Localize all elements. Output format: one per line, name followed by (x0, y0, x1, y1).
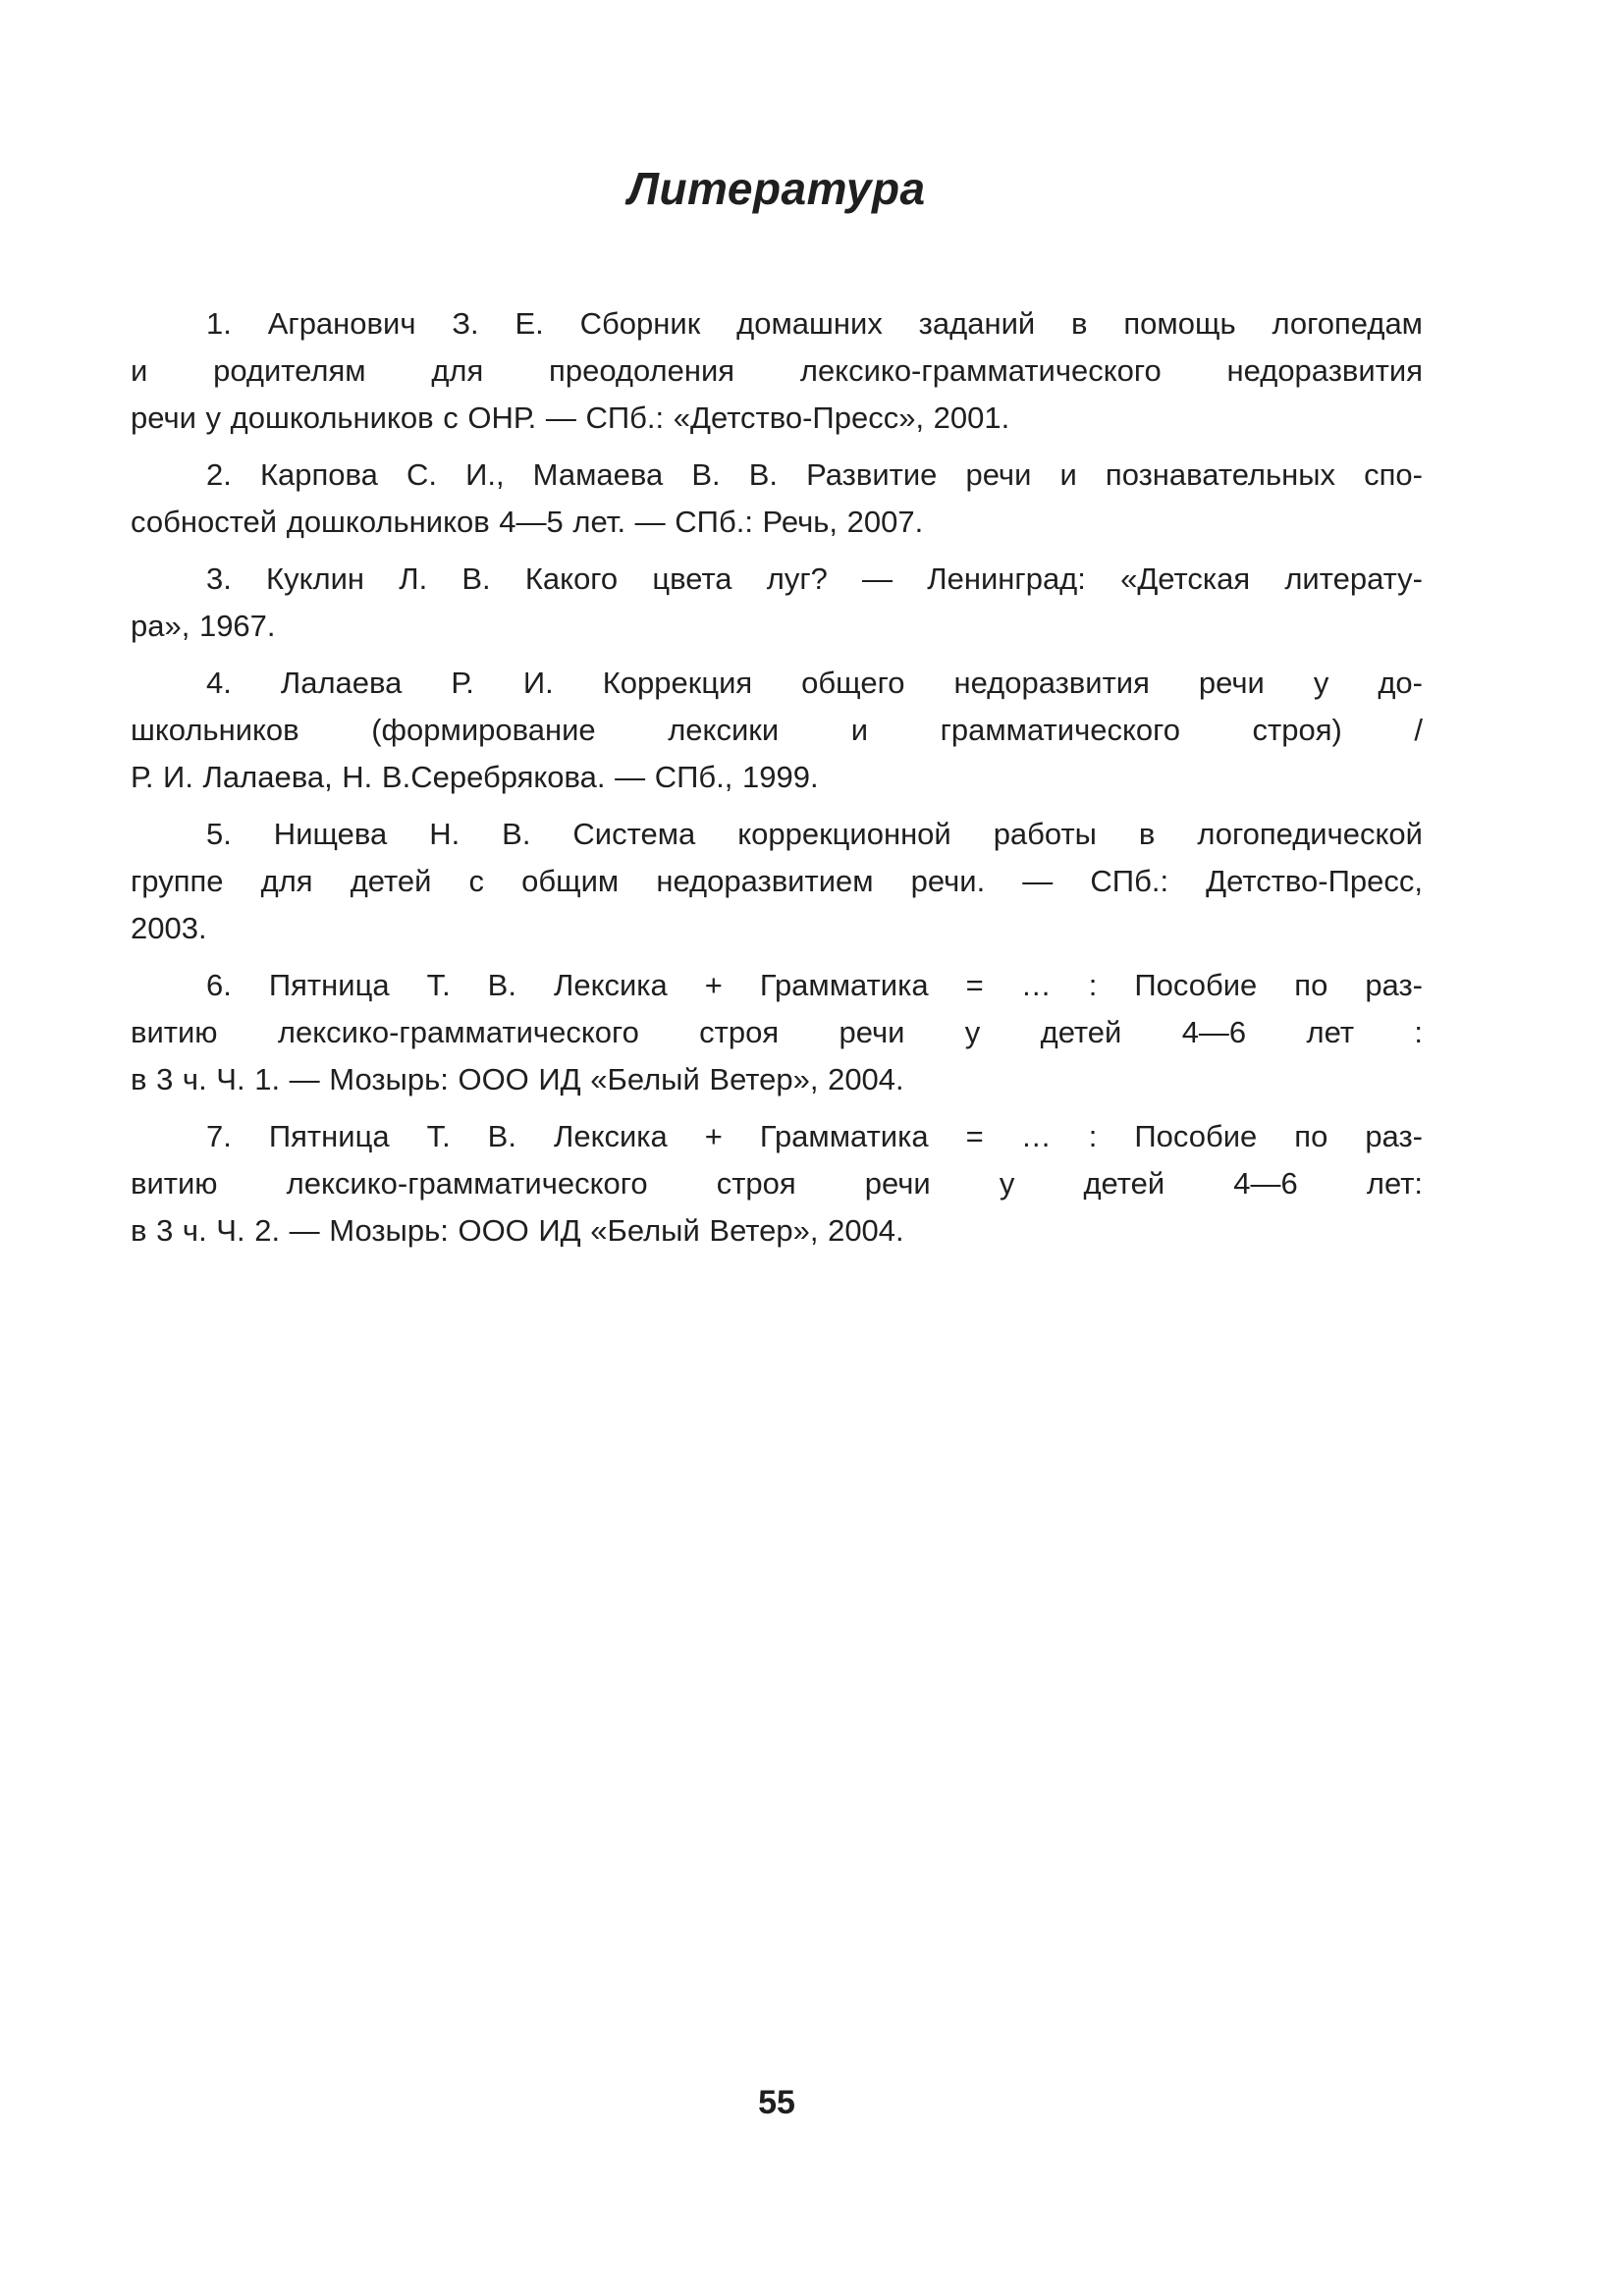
reference-entry (131, 660, 1423, 801)
reference-line: витию лексико-грамматического строя речи у детей 4—6 лет : (131, 1015, 1423, 1049)
reference-entry (131, 1113, 1423, 1255)
reference-line: школьников (формирование лексики и грамматического строя) / (131, 713, 1423, 747)
page-number: 55 (758, 2084, 795, 2121)
reference-line: 1. Агранович З. Е. Сборник домашних заданий в помощь логопедам (206, 306, 1423, 341)
reference-line: 3. Куклин Л. В. Какого цвета луг? — Ленинград: «Детская литерату- (206, 561, 1423, 596)
reference-line: 6. Пятница Т. В. Лексика + Грамматика = … : Пособие по раз- (206, 968, 1423, 1002)
reference-line: речи у дошкольников с ОНР. — СПб.: «Детство-Пресс», 2001. (131, 400, 1010, 435)
reference-entry (131, 452, 1423, 546)
reference-line: собностей дошкольников 4—5 лет. — СПб.: Речь, 2007. (131, 505, 924, 539)
reference-entry (131, 300, 1423, 442)
reference-entry (131, 556, 1423, 650)
reference-line: в 3 ч. Ч. 2. — Мозырь: ООО ИД «Белый Ветер», 2004. (131, 1213, 904, 1248)
reference-line: 4. Лалаева Р. И. Коррекция общего недоразвития речи у до- (206, 666, 1423, 700)
reference-line: витию лексико-грамматического строя речи у детей 4—6 лет: (131, 1166, 1423, 1201)
reference-line: в 3 ч. Ч. 1. — Мозырь: ООО ИД «Белый Ветер», 2004. (131, 1062, 904, 1096)
page-title: Литература (627, 163, 926, 214)
reference-line: 7. Пятница Т. В. Лексика + Грамматика = … : Пособие по раз- (206, 1119, 1423, 1153)
reference-line: ра», 1967. (131, 609, 276, 643)
reference-line: группе для детей с общим недоразвитием речи. — СПб.: Детство-Пресс, (131, 864, 1423, 898)
reference-entry (131, 811, 1423, 952)
reference-line: 2. Карпова С. И., Мамаева В. В. Развитие речи и познавательных спо- (206, 457, 1423, 492)
reference-line: и родителям для преодоления лексико-грамматического недоразвития (131, 353, 1423, 388)
reference-list (131, 300, 1423, 1264)
reference-line: Р. И. Лалаева, Н. В.Серебрякова. — СПб., 1999. (131, 760, 819, 794)
reference-entry (131, 962, 1423, 1103)
reference-line: 5. Нищева Н. В. Система коррекционной работы в логопедической (206, 817, 1423, 851)
reference-line: 2003. (131, 911, 207, 945)
